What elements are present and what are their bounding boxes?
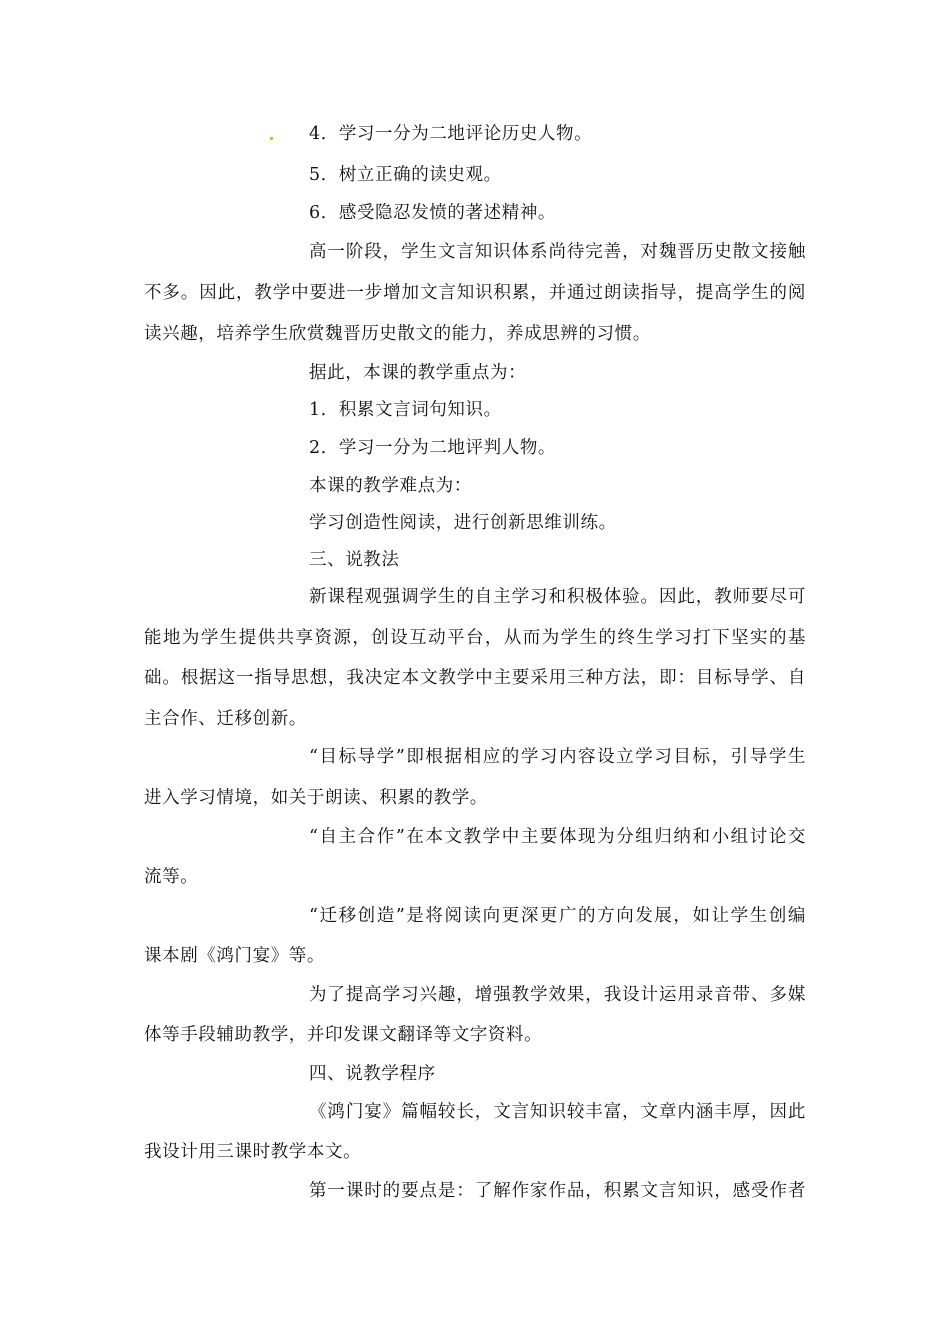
paragraph-line: 课本剧《鸿门宴》等。 [144,946,325,966]
objective-5: 5．树立正确的读史观。 [309,165,502,185]
paragraph-line: 不多。因此，教学中要进一步增加文言知识积累，并通过朗读指导，提高学生的阅 [144,283,806,303]
stray-mark [270,137,273,140]
paragraph-line: 进入学习情境，如关于朗读、积累的教学。 [144,788,488,808]
paragraph-line: 读兴趣，培养学生欣赏魏晋历史散文的能力，养成思辨的习惯。 [144,324,651,344]
paragraph-line: 主合作、迁移创新。 [144,709,307,729]
section-heading: 四、说教学程序 [309,1064,436,1084]
paragraph-line: “迁移创造”是将阅读向更深更广的方向发展，如让学生创编 [309,906,806,926]
objective-4: 4．学习一分为二地评论历史人物。 [309,124,593,144]
paragraph-line: 本课的教学难点为： [309,476,472,496]
objective-6: 6．感受隐忍发愤的著述精神。 [309,203,557,223]
paragraph-line: 新课程观强调学生的自主学习和积极体验。因此，教师要尽可 [309,587,806,607]
paragraph-line: “目标导学”即根据相应的学习内容设立学习目标，引导学生 [309,747,806,767]
paragraph-line: 体等手段辅助教学，并印发课文翻译等文字资料。 [144,1025,543,1045]
paragraph-line: 第一课时的要点是：了解作家作品，积累文言知识，感受作者 [309,1181,806,1201]
paragraph-line: 据此，本课的教学重点为： [309,363,527,383]
paragraph-line: 流等。 [144,867,199,887]
paragraph-line: 能地为学生提供共享资源，创设互动平台，从而为学生的终生学习打下坚实的基 [144,628,806,648]
key-point-1: 1．积累文言词句知识。 [309,400,502,420]
paragraph-line: 高一阶段，学生文言知识体系尚待完善，对魏晋历史散文接触 [309,242,806,262]
section-heading: 三、说教法 [309,550,400,570]
difficulty-point: 学习创造性阅读，进行创新思维训练。 [309,513,617,533]
paragraph-line: 我设计用三课时教学本文。 [144,1142,362,1162]
paragraph-line: 《鸿门宴》篇幅较长，文言知识较丰富，文章内涵丰厚，因此 [309,1102,806,1122]
key-point-2: 2．学习一分为二地评判人物。 [309,438,557,458]
paragraph-line: “自主合作”在本文教学中主要体现为分组归纳和小组讨论交 [309,827,806,847]
paragraph-line: 础。根据这一指导思想，我决定本文教学中主要采用三种方法，即：目标导学、自 [144,668,806,688]
paragraph-line: 为了提高学习兴趣，增强教学效果，我设计运用录音带、多媒 [309,985,806,1005]
